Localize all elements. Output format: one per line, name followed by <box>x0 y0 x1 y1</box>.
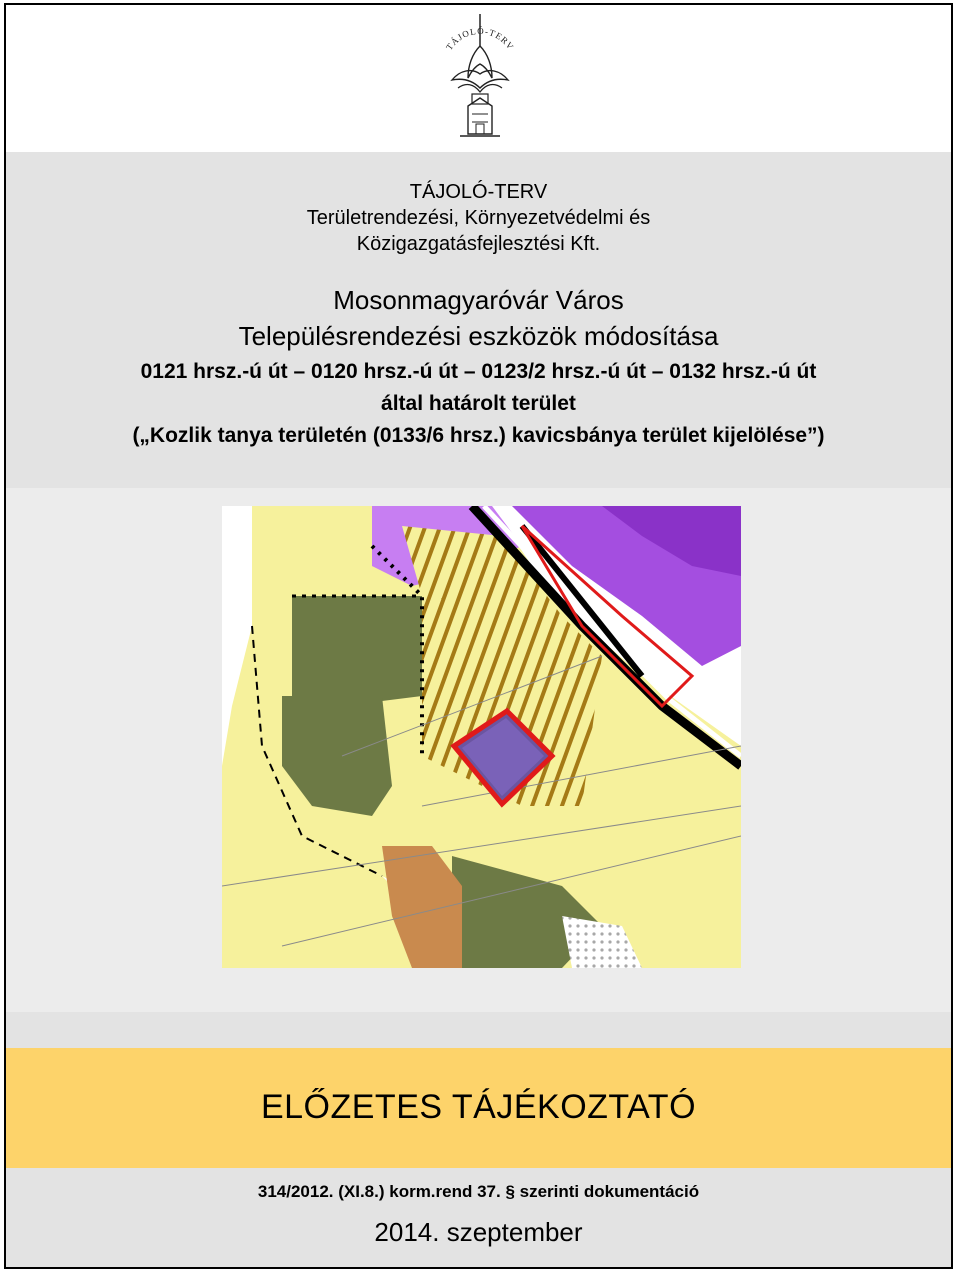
bounded-area: által határolt terület <box>381 392 576 415</box>
logo-emblem <box>432 10 528 150</box>
zoning-map <box>222 506 741 968</box>
zoning-map-drawing <box>222 506 741 968</box>
project-subject: („Kozlik tanya területén (0133/6 hrsz.) kavicsbánya terület kijelölése”) <box>132 424 825 447</box>
preliminary-info-banner <box>6 1048 951 1168</box>
lower-grey-band <box>6 1012 951 1048</box>
document-date: 2014. szeptember <box>374 1217 583 1247</box>
company-subtitle-line1: Területrendezési, Környezetvédelmi és <box>306 207 651 229</box>
company-name: TÁJOLÓ-TERV <box>409 181 548 203</box>
footer-panel <box>6 1168 951 1267</box>
logo-arc-text: TÁJOLÓ-TERV <box>443 25 516 52</box>
parcel-list: 0121 hrsz.-ú út – 0120 hrsz.-ú út – 0123/2 hrsz.-ú út – 0132 hrsz.-ú út <box>140 360 817 383</box>
map-olive-zone-upper <box>292 596 422 706</box>
city-title: Mosonmagyaróvár Város <box>333 285 624 315</box>
company-subtitle-line2: Közigazgatásfejlesztési Kft. <box>356 233 601 255</box>
project-title: Településrendezési eszközök módosítása <box>238 321 719 351</box>
company-logo <box>432 10 528 150</box>
header-panel <box>6 152 951 488</box>
decree-reference: 314/2012. (XI.8.) korm.rend 37. § szerinti dokumentáció <box>257 1182 700 1201</box>
banner-title: ELŐZETES TÁJÉKOZTATÓ <box>260 1088 697 1126</box>
